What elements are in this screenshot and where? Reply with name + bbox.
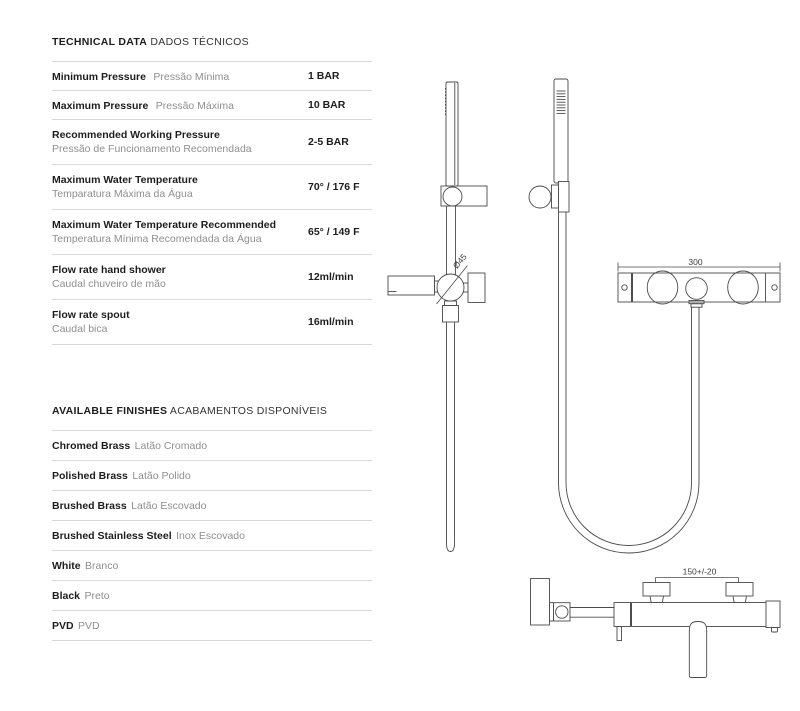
mixer-front-drawing bbox=[531, 565, 781, 678]
row-label-en: Maximum Pressure bbox=[52, 99, 149, 112]
finish-label-en: Brushed Brass bbox=[52, 499, 127, 512]
row-label-en: Maximum Water Temperature Recommended bbox=[52, 219, 277, 231]
finish-row bbox=[52, 431, 372, 461]
mixer-end-cap bbox=[766, 601, 780, 628]
finish-label-pt: Latão Polido bbox=[132, 469, 191, 482]
table-row bbox=[52, 300, 372, 345]
table-row bbox=[52, 255, 372, 300]
technical-drawings bbox=[385, 60, 795, 705]
row-label-pt: Temperatura Mínima Recomendada da Água bbox=[52, 233, 262, 245]
row-label-pt: Caudal bica bbox=[52, 323, 108, 335]
technical-data-title bbox=[52, 36, 372, 48]
row-label-en: Minimum Pressure bbox=[52, 70, 146, 83]
row-label-pt: Pressão Mínima bbox=[153, 70, 230, 83]
row-value: 1 BAR bbox=[308, 70, 340, 82]
front-view-drawing bbox=[388, 82, 487, 552]
row-label-en: Maximum Water Temperature bbox=[52, 174, 198, 186]
technical-drawings-svg bbox=[385, 60, 795, 705]
hanging-hose bbox=[447, 322, 455, 552]
finish-label-pt: Latão Escovado bbox=[131, 499, 207, 512]
table-row bbox=[52, 91, 372, 120]
valve-diameter-label: Ø45 bbox=[450, 251, 469, 271]
row-value: 16ml/min bbox=[308, 316, 354, 328]
table-row bbox=[52, 62, 372, 91]
mixer-spout bbox=[689, 622, 706, 678]
finish-label-en: White bbox=[52, 559, 81, 572]
row-label-pt: Temparatura Máxima da Água bbox=[52, 188, 193, 200]
bar-width-label: 300 bbox=[688, 257, 703, 267]
technical-data-table bbox=[52, 61, 372, 345]
finish-row bbox=[52, 581, 372, 611]
holder-bracket bbox=[559, 182, 570, 213]
hand-shower-side bbox=[554, 79, 568, 183]
finish-label-pt: Preto bbox=[84, 589, 110, 602]
row-value: 12ml/min bbox=[308, 271, 354, 283]
row-label-pt: Pressão de Funcionamento Recomendada bbox=[52, 143, 252, 155]
finish-label-en: Black bbox=[52, 589, 81, 602]
finish-label-en: PVD bbox=[52, 619, 74, 632]
finish-row bbox=[52, 491, 372, 521]
slider-knob bbox=[443, 187, 462, 206]
technical-data-title-en: TECHNICAL DATA bbox=[52, 36, 148, 48]
finish-label-en: Brushed Stainless Steel bbox=[52, 529, 172, 542]
drain-lever bbox=[617, 627, 622, 641]
row-value: 10 BAR bbox=[308, 99, 346, 111]
handle-distance-label: 150+/-20 bbox=[682, 566, 717, 577]
technical-data-title-pt: DADOS TÉCNICOS bbox=[150, 36, 249, 48]
row-label-en: Recommended Working Pressure bbox=[52, 129, 220, 141]
shower-hose-inner bbox=[566, 212, 692, 546]
rail-holder-ring bbox=[556, 606, 568, 618]
available-finishes-title-en: AVAILABLE FINISHES bbox=[52, 405, 168, 417]
row-label-pt: Caudal chuveiro de mão bbox=[52, 278, 166, 290]
available-finishes-section bbox=[52, 405, 372, 641]
right-knob-front bbox=[726, 583, 753, 597]
finish-row bbox=[52, 551, 372, 581]
finish-label-pt: PVD bbox=[78, 619, 100, 632]
wall-bracket bbox=[531, 579, 550, 626]
finish-row bbox=[52, 461, 372, 491]
finish-label-en: Chromed Brass bbox=[52, 439, 131, 452]
finish-label-pt: Latão Cromado bbox=[134, 439, 208, 452]
row-label-en: Flow rate spout bbox=[52, 309, 130, 321]
side-view-drawing bbox=[529, 79, 699, 553]
available-finishes-title bbox=[52, 405, 372, 417]
table-row bbox=[52, 165, 372, 210]
valve-handle bbox=[468, 273, 485, 303]
row-label-pt: Pressão Máxima bbox=[155, 99, 234, 112]
table-row bbox=[52, 120, 372, 165]
row-value: 65° / 149 F bbox=[308, 226, 360, 238]
specs-panel bbox=[52, 36, 372, 641]
valve-body bbox=[437, 274, 464, 301]
finish-label-pt: Branco bbox=[85, 559, 119, 572]
finish-row bbox=[52, 521, 372, 551]
left-knob-front bbox=[643, 583, 670, 597]
top-view-drawing bbox=[618, 257, 780, 308]
mixer-body-front bbox=[614, 603, 767, 627]
holder-knob bbox=[529, 186, 551, 208]
finish-label-en: Polished Brass bbox=[52, 469, 128, 482]
available-finishes-title-pt: ACABAMENTOS DISPONÍVEIS bbox=[169, 405, 328, 417]
finish-row bbox=[52, 611, 372, 641]
row-value: 2-5 BAR bbox=[308, 136, 349, 148]
table-row bbox=[52, 210, 372, 255]
available-finishes-table bbox=[52, 430, 372, 641]
row-label-en: Flow rate hand shower bbox=[52, 264, 166, 276]
finish-label-pt: Inox Escovado bbox=[176, 529, 245, 542]
shower-hose-outer bbox=[559, 212, 703, 553]
spout-front bbox=[388, 276, 435, 295]
hand-shower-front bbox=[446, 82, 458, 186]
diverter-top bbox=[686, 278, 708, 300]
row-value: 70° / 176 F bbox=[308, 181, 360, 193]
